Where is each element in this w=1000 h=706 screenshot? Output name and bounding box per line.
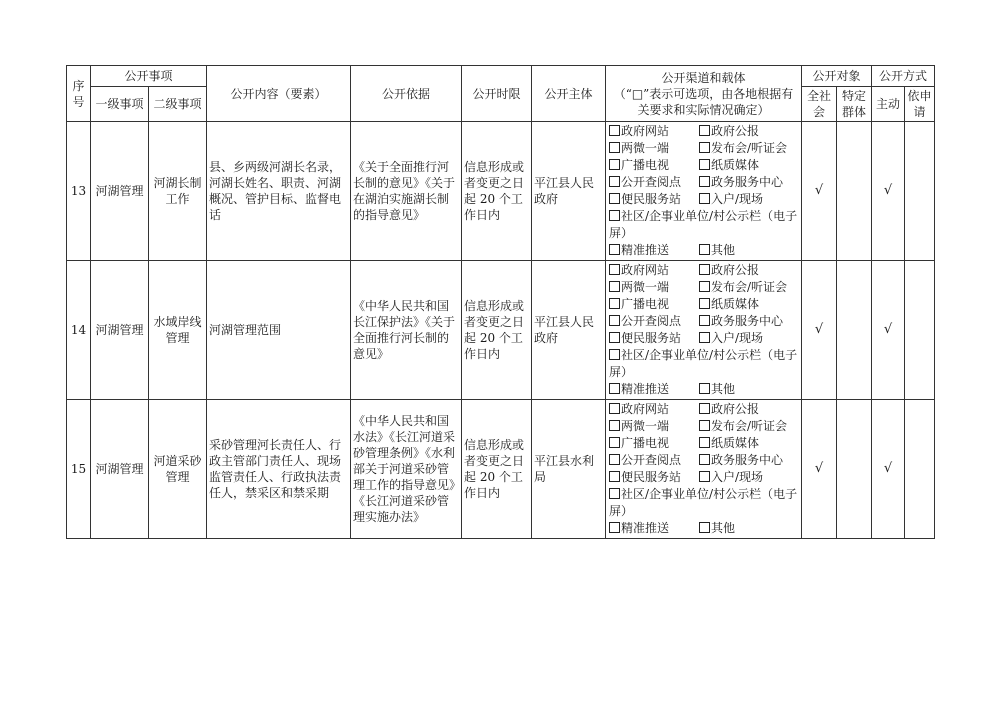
row-channels bbox=[606, 400, 802, 539]
row-method-request bbox=[905, 261, 935, 400]
checkbox-square-icon bbox=[699, 420, 710, 431]
checkbox-square-icon bbox=[609, 125, 620, 136]
channel-option bbox=[699, 192, 763, 206]
row-target-specific bbox=[837, 400, 872, 539]
channel-option bbox=[609, 243, 669, 257]
channel-option bbox=[699, 175, 783, 189]
table-row bbox=[67, 261, 935, 400]
checkbox-square-icon bbox=[609, 403, 620, 414]
channel-option-label: 广播电视 bbox=[621, 158, 670, 172]
channel-option bbox=[609, 521, 669, 535]
header-channel-note: （“□”表示可选项，由各地根据有关要求和实际情况确定） bbox=[613, 86, 794, 117]
channel-option-label: 广播电视 bbox=[621, 297, 670, 311]
row-level2: 河道采砂管理 bbox=[149, 400, 207, 539]
checkbox-square-icon bbox=[699, 298, 710, 309]
channel-row bbox=[609, 123, 798, 140]
row-basis: 《中华人民共和国长江保护法》《关于全面推行河长制的意见》 bbox=[351, 261, 462, 400]
checkbox-square-icon bbox=[609, 437, 620, 448]
disclosure-table-page bbox=[66, 65, 934, 539]
channel-option bbox=[609, 453, 681, 467]
checkbox-square-icon bbox=[699, 159, 710, 170]
row-method-active: √ bbox=[872, 400, 905, 539]
checkbox-square-icon bbox=[699, 454, 710, 465]
channel-option-label: 入户/现场 bbox=[711, 331, 764, 345]
channel-option-label: 政府公报 bbox=[711, 263, 760, 277]
channel-option bbox=[699, 331, 763, 345]
header-method-active: 主动 bbox=[872, 87, 905, 122]
channel-option-label: 纸质媒体 bbox=[711, 158, 760, 172]
channel-option-label: 精准推送 bbox=[621, 382, 670, 396]
channel-option-label: 广播电视 bbox=[621, 436, 670, 450]
checkbox-square-icon bbox=[699, 383, 710, 394]
table-row bbox=[67, 400, 935, 539]
channel-option-label: 政府网站 bbox=[621, 402, 670, 416]
row-period: 信息形成或者变更之日起 20 个工作日内 bbox=[462, 122, 532, 261]
channel-option-label: 便民服务站 bbox=[621, 192, 682, 206]
checkbox-square-icon bbox=[609, 142, 620, 153]
channel-option bbox=[609, 402, 669, 416]
row-subject: 平江县水利局 bbox=[532, 400, 606, 539]
channel-option-label: 其他 bbox=[711, 382, 736, 396]
channel-option-label: 政务服务中心 bbox=[711, 453, 784, 467]
checkbox-square-icon bbox=[699, 264, 710, 275]
channel-row bbox=[609, 401, 798, 418]
channel-option bbox=[609, 436, 669, 450]
channel-option-label: 发布会/听证会 bbox=[711, 419, 788, 433]
row-subject: 平江县人民政府 bbox=[532, 122, 606, 261]
channel-row bbox=[609, 262, 798, 279]
channel-option bbox=[609, 470, 681, 484]
channel-option bbox=[609, 192, 681, 206]
channel-option bbox=[609, 124, 669, 138]
header-items-group: 公开事项 bbox=[91, 66, 207, 87]
channel-option-label: 公开查阅点 bbox=[621, 453, 682, 467]
channel-option-label: 两微一端 bbox=[621, 419, 670, 433]
checkbox-square-icon bbox=[609, 454, 620, 465]
channel-option-label: 政府公报 bbox=[711, 402, 760, 416]
checkbox-square-icon bbox=[699, 437, 710, 448]
checkbox-square-icon bbox=[609, 298, 620, 309]
channel-row bbox=[609, 174, 798, 191]
channel-option bbox=[699, 453, 783, 467]
channel-option-label: 其他 bbox=[711, 521, 736, 535]
row-method-request bbox=[905, 400, 935, 539]
checkbox-square-icon bbox=[609, 522, 620, 533]
channel-row bbox=[609, 296, 798, 313]
channel-option-label: 两微一端 bbox=[621, 280, 670, 294]
row-content: 县、乡两级河湖长名录，河湖长姓名、职责、河湖概况、管护目标、监督电话 bbox=[207, 122, 351, 261]
channel-option-label: 入户/现场 bbox=[711, 470, 764, 484]
channel-option bbox=[699, 436, 759, 450]
channel-option-label: 精准推送 bbox=[621, 243, 670, 257]
channel-option-label: 社区/企事业单位/村公示栏（电子屏） bbox=[609, 209, 798, 240]
checkbox-square-icon bbox=[699, 403, 710, 414]
row-level1: 河湖管理 bbox=[91, 261, 149, 400]
channel-option bbox=[699, 521, 735, 535]
disclosure-table bbox=[66, 65, 935, 539]
channel-option-label: 纸质媒体 bbox=[711, 297, 760, 311]
channel-option bbox=[609, 175, 681, 189]
channel-option-label: 其他 bbox=[711, 243, 736, 257]
channel-option-label: 政府网站 bbox=[621, 124, 670, 138]
row-seq: 13 bbox=[67, 122, 91, 261]
header-period: 公开时限 bbox=[462, 66, 532, 122]
header-method-group: 公开方式 bbox=[872, 66, 935, 87]
channel-row-wide bbox=[609, 208, 798, 242]
channel-option-label: 便民服务站 bbox=[621, 331, 682, 345]
channel-option bbox=[609, 314, 681, 328]
channel-row bbox=[609, 279, 798, 296]
header-method-request: 依申请 bbox=[905, 87, 935, 122]
channel-option bbox=[609, 331, 681, 345]
row-level2: 河湖长制工作 bbox=[149, 122, 207, 261]
channel-option bbox=[699, 280, 787, 294]
checkbox-square-icon bbox=[609, 176, 620, 187]
channel-row bbox=[609, 381, 798, 398]
row-content: 河湖管理范围 bbox=[207, 261, 351, 400]
row-level1: 河湖管理 bbox=[91, 122, 149, 261]
checkbox-square-icon bbox=[609, 488, 620, 499]
header-channel-title: 公开渠道和载体 bbox=[661, 70, 746, 85]
channel-option bbox=[609, 487, 797, 518]
row-content: 采砂管理河长责任人、行政主管部门责任人、现场监管责任人、行政执法责任人，禁采区和禁采期 bbox=[207, 400, 351, 539]
channel-option bbox=[699, 382, 735, 396]
table-header-row bbox=[67, 66, 935, 87]
channel-option bbox=[609, 158, 669, 172]
checkbox-square-icon bbox=[699, 281, 710, 292]
checkbox-square-icon bbox=[699, 193, 710, 204]
row-period: 信息形成或者变更之日起 20 个工作日内 bbox=[462, 400, 532, 539]
channel-option-label: 发布会/听证会 bbox=[711, 280, 788, 294]
channel-option-label: 两微一端 bbox=[621, 141, 670, 155]
channel-option-label: 政务服务中心 bbox=[711, 175, 784, 189]
channel-option-label: 政府公报 bbox=[711, 124, 760, 138]
header-level1: 一级事项 bbox=[91, 87, 149, 122]
channel-option bbox=[699, 419, 787, 433]
header-target-specific: 特定群体 bbox=[837, 87, 872, 122]
channel-option bbox=[699, 263, 759, 277]
channel-option-label: 发布会/听证会 bbox=[711, 141, 788, 155]
row-method-request bbox=[905, 122, 935, 261]
checkbox-square-icon bbox=[699, 332, 710, 343]
channel-option bbox=[699, 141, 787, 155]
row-method-active: √ bbox=[872, 122, 905, 261]
channel-option-label: 纸质媒体 bbox=[711, 436, 760, 450]
channel-row bbox=[609, 520, 798, 537]
checkbox-square-icon bbox=[609, 193, 620, 204]
channel-option bbox=[609, 348, 797, 379]
channel-row bbox=[609, 418, 798, 435]
channel-option bbox=[699, 124, 759, 138]
channel-option bbox=[609, 297, 669, 311]
channel-row bbox=[609, 452, 798, 469]
channel-row bbox=[609, 157, 798, 174]
checkbox-square-icon bbox=[699, 522, 710, 533]
checkbox-square-icon bbox=[699, 244, 710, 255]
row-method-active: √ bbox=[872, 261, 905, 400]
channel-option bbox=[699, 402, 759, 416]
checkbox-square-icon bbox=[609, 210, 620, 221]
channel-row bbox=[609, 435, 798, 452]
channel-row bbox=[609, 330, 798, 347]
checkbox-square-icon bbox=[699, 471, 710, 482]
checkbox-square-icon bbox=[699, 125, 710, 136]
header-seq: 序号 bbox=[67, 66, 91, 122]
channel-row bbox=[609, 191, 798, 208]
channel-row bbox=[609, 313, 798, 330]
channel-option bbox=[609, 382, 669, 396]
channel-option-label: 便民服务站 bbox=[621, 470, 682, 484]
checkbox-square-icon bbox=[699, 315, 710, 326]
channel-option-label: 社区/企事业单位/村公示栏（电子屏） bbox=[609, 348, 798, 379]
row-channels bbox=[606, 261, 802, 400]
checkbox-square-icon bbox=[609, 315, 620, 326]
channel-option bbox=[609, 141, 669, 155]
channel-option-label: 政府网站 bbox=[621, 263, 670, 277]
checkbox-square-icon bbox=[609, 471, 620, 482]
header-basis: 公开依据 bbox=[351, 66, 462, 122]
row-target-specific bbox=[837, 122, 872, 261]
row-basis: 《关于全面推行河长制的意见》《关于在湖泊实施湖长制的指导意见》 bbox=[351, 122, 462, 261]
checkbox-square-icon bbox=[609, 349, 620, 360]
channel-option-label: 公开查阅点 bbox=[621, 175, 682, 189]
channel-row-wide bbox=[609, 486, 798, 520]
channel-row bbox=[609, 469, 798, 486]
row-subject: 平江县人民政府 bbox=[532, 261, 606, 400]
header-channel bbox=[606, 66, 802, 122]
channel-option-label: 入户/现场 bbox=[711, 192, 764, 206]
header-content: 公开内容（要素） bbox=[207, 66, 351, 122]
channel-option bbox=[609, 419, 669, 433]
channel-option bbox=[609, 263, 669, 277]
checkbox-square-icon bbox=[609, 332, 620, 343]
row-level2: 水域岸线管理 bbox=[149, 261, 207, 400]
header-target-all: 全社会 bbox=[802, 87, 837, 122]
channel-option-label: 社区/企事业单位/村公示栏（电子屏） bbox=[609, 487, 798, 518]
checkbox-square-icon bbox=[609, 420, 620, 431]
checkbox-square-icon bbox=[609, 159, 620, 170]
channel-option bbox=[699, 243, 735, 257]
row-seq: 15 bbox=[67, 400, 91, 539]
channel-option bbox=[699, 297, 759, 311]
channel-option bbox=[699, 470, 763, 484]
row-basis: 《中华人民共和国水法》《长江河道采砂管理条例》《水利部关于河道采砂管理工作的指导意见》《长江河道采砂管理实施办法》 bbox=[351, 400, 462, 539]
checkbox-square-icon bbox=[609, 383, 620, 394]
checkbox-square-icon bbox=[609, 264, 620, 275]
checkbox-square-icon bbox=[609, 244, 620, 255]
channel-row bbox=[609, 140, 798, 157]
channel-row bbox=[609, 242, 798, 259]
channel-option bbox=[699, 314, 783, 328]
table-body bbox=[67, 122, 935, 539]
channel-option-label: 政务服务中心 bbox=[711, 314, 784, 328]
header-level2: 二级事项 bbox=[149, 87, 207, 122]
header-target-group: 公开对象 bbox=[802, 66, 872, 87]
channel-option bbox=[609, 280, 669, 294]
row-target-all: √ bbox=[802, 400, 837, 539]
channel-option bbox=[609, 209, 797, 240]
channel-option-label: 公开查阅点 bbox=[621, 314, 682, 328]
row-level1: 河湖管理 bbox=[91, 400, 149, 539]
row-channels bbox=[606, 122, 802, 261]
checkbox-square-icon bbox=[699, 142, 710, 153]
row-target-specific bbox=[837, 261, 872, 400]
checkbox-square-icon bbox=[699, 176, 710, 187]
header-subject: 公开主体 bbox=[532, 66, 606, 122]
row-period: 信息形成或者变更之日起 20 个工作日内 bbox=[462, 261, 532, 400]
row-target-all: √ bbox=[802, 261, 837, 400]
row-target-all: √ bbox=[802, 122, 837, 261]
channel-option bbox=[699, 158, 759, 172]
row-seq: 14 bbox=[67, 261, 91, 400]
checkbox-square-icon bbox=[609, 281, 620, 292]
channel-row-wide bbox=[609, 347, 798, 381]
table-row bbox=[67, 122, 935, 261]
channel-option-label: 精准推送 bbox=[621, 521, 670, 535]
